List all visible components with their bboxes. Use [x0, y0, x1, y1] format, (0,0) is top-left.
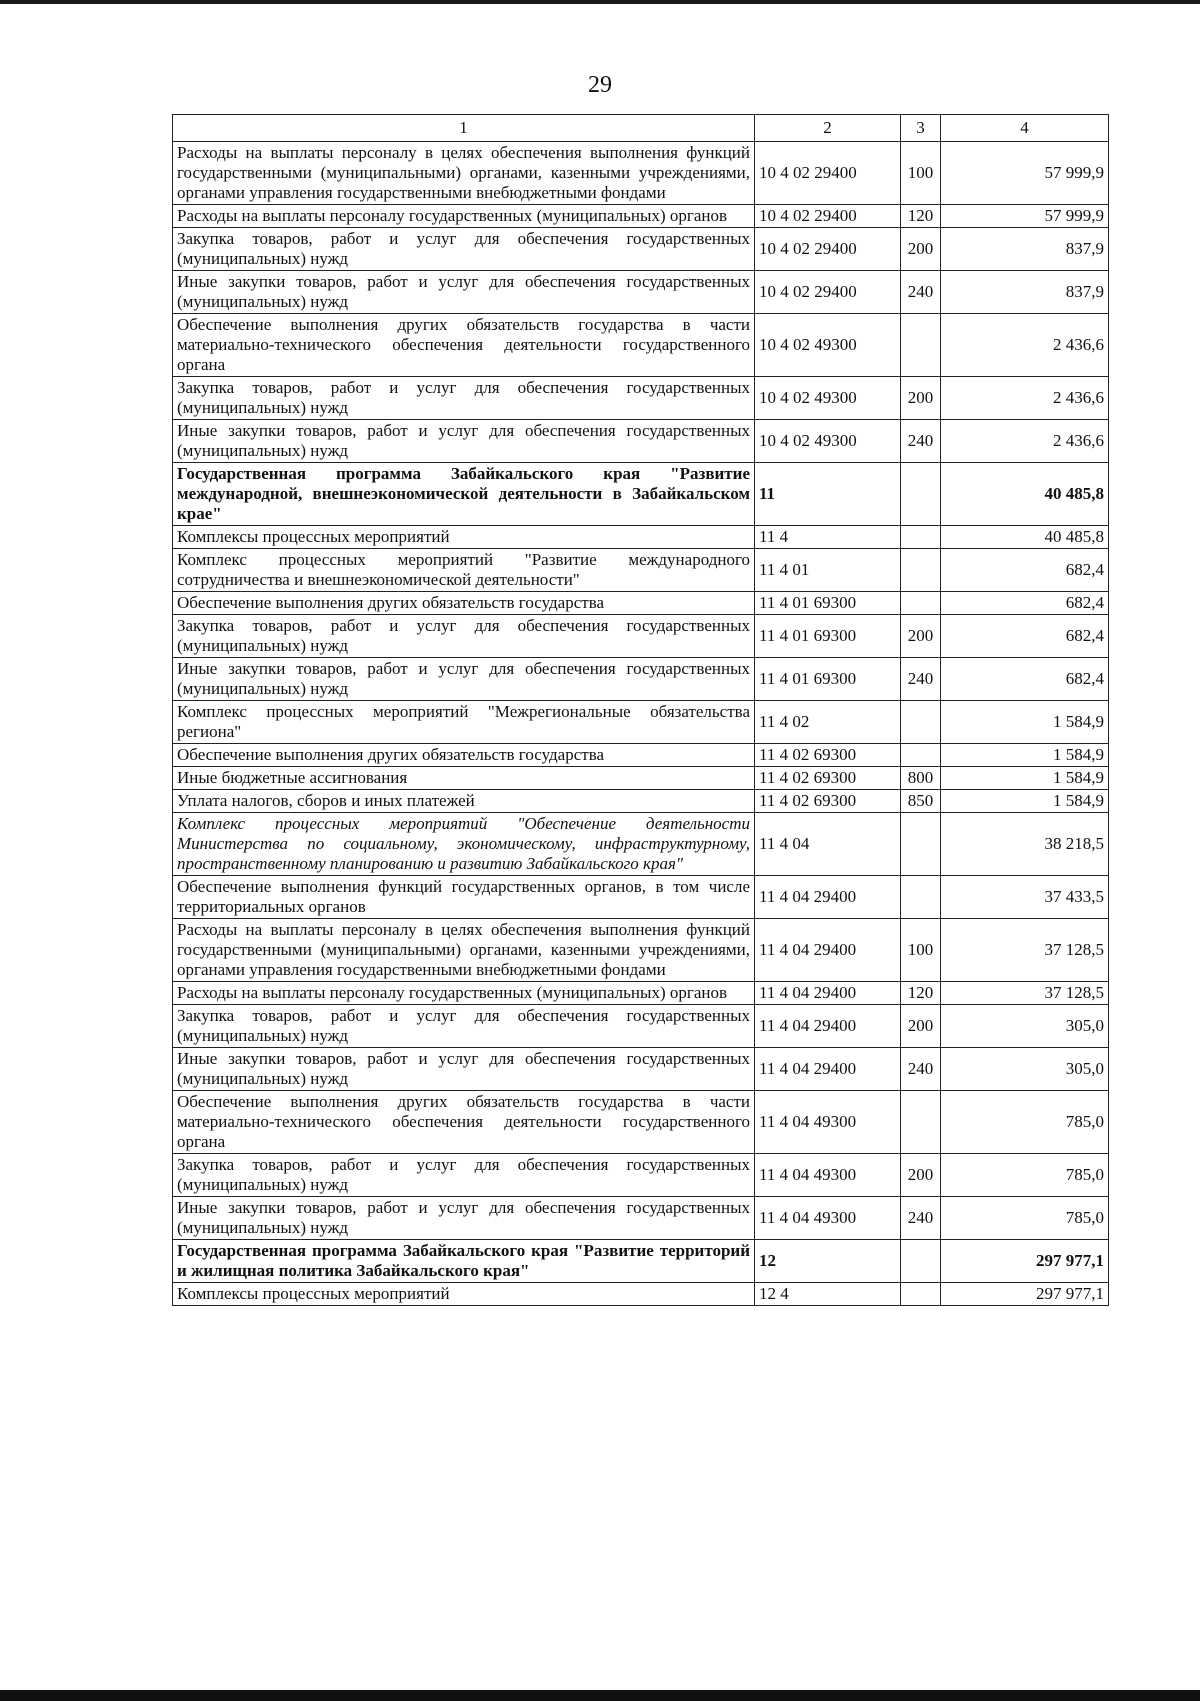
row-amount-cell: 785,0 [941, 1154, 1109, 1197]
row-code-cell: 11 4 01 69300 [755, 658, 901, 701]
row-amount-cell: 305,0 [941, 1048, 1109, 1091]
row-amount-cell: 2 436,6 [941, 314, 1109, 377]
row-amount-cell: 297 977,1 [941, 1240, 1109, 1283]
table-row [173, 1240, 1109, 1283]
table-row [173, 205, 1109, 228]
row-expense-type-cell: 100 [901, 919, 941, 982]
row-name-cell: Закупка товаров, работ и услуг для обеспечения государственных (муниципальных) нужд [173, 1154, 755, 1197]
row-name-cell: Комплексы процессных мероприятий [173, 526, 755, 549]
row-expense-type-cell: 200 [901, 615, 941, 658]
row-name-cell: Обеспечение выполнения других обязательств государства [173, 592, 755, 615]
row-name-cell: Обеспечение выполнения других обязательств государства [173, 744, 755, 767]
row-expense-type-cell: 200 [901, 1005, 941, 1048]
row-code-cell: 10 4 02 29400 [755, 205, 901, 228]
table-row [173, 271, 1109, 314]
table-row [173, 1091, 1109, 1154]
row-name-cell: Государственная программа Забайкальского края "Развитие международной, внешнеэкономической деятельности в Забайкальском крае" [173, 463, 755, 526]
row-expense-type-cell: 200 [901, 377, 941, 420]
row-expense-type-cell [901, 592, 941, 615]
row-name-cell: Комплекс процессных мероприятий "Обеспечение деятельности Министерства по социальному, экономическому, инфраструктурному, пространственному планированию и развитию Забайкальского края" [173, 813, 755, 876]
table-row [173, 1005, 1109, 1048]
header-row [173, 115, 1109, 142]
table-row [173, 919, 1109, 982]
row-expense-type-cell [901, 526, 941, 549]
row-amount-cell: 37 128,5 [941, 919, 1109, 982]
row-expense-type-cell: 100 [901, 142, 941, 205]
row-name-cell: Государственная программа Забайкальского края "Развитие территорий и жилищная политика Забайкальского края" [173, 1240, 755, 1283]
row-amount-cell: 1 584,9 [941, 790, 1109, 813]
table-header [173, 115, 1109, 142]
row-name-cell: Обеспечение выполнения других обязательств государства в части материально-технического обеспечения деятельности государственного органа [173, 1091, 755, 1154]
scan-edge-top [0, 0, 1200, 4]
row-expense-type-cell [901, 463, 941, 526]
row-name-cell: Иные бюджетные ассигнования [173, 767, 755, 790]
row-amount-cell: 40 485,8 [941, 526, 1109, 549]
row-amount-cell: 57 999,9 [941, 205, 1109, 228]
row-amount-cell: 785,0 [941, 1091, 1109, 1154]
table-row [173, 463, 1109, 526]
row-amount-cell: 2 436,6 [941, 377, 1109, 420]
row-amount-cell: 2 436,6 [941, 420, 1109, 463]
row-expense-type-cell: 200 [901, 1154, 941, 1197]
table-row [173, 813, 1109, 876]
row-name-cell: Расходы на выплаты персоналу в целях обеспечения выполнения функций государственными (муниципальными) органами, казенными учреждениями, органами управления государственными внебюджетными фондами [173, 919, 755, 982]
row-amount-cell: 38 218,5 [941, 813, 1109, 876]
row-expense-type-cell [901, 549, 941, 592]
row-amount-cell: 1 584,9 [941, 767, 1109, 790]
row-expense-type-cell: 240 [901, 658, 941, 701]
row-code-cell: 11 [755, 463, 901, 526]
table-row [173, 744, 1109, 767]
row-amount-cell: 785,0 [941, 1197, 1109, 1240]
row-expense-type-cell: 240 [901, 1197, 941, 1240]
row-expense-type-cell: 240 [901, 1048, 941, 1091]
page-number: 29 [588, 72, 612, 98]
column-header-4: 4 [941, 115, 1109, 142]
row-expense-type-cell [901, 1240, 941, 1283]
row-code-cell: 11 4 01 69300 [755, 592, 901, 615]
row-name-cell: Иные закупки товаров, работ и услуг для обеспечения государственных (муниципальных) нужд [173, 1048, 755, 1091]
row-code-cell: 11 4 02 69300 [755, 767, 901, 790]
row-amount-cell: 682,4 [941, 549, 1109, 592]
row-code-cell: 11 4 04 29400 [755, 919, 901, 982]
row-code-cell: 11 4 02 [755, 701, 901, 744]
row-expense-type-cell [901, 813, 941, 876]
row-name-cell: Иные закупки товаров, работ и услуг для обеспечения государственных (муниципальных) нужд [173, 658, 755, 701]
row-expense-type-cell [901, 876, 941, 919]
row-amount-cell: 682,4 [941, 615, 1109, 658]
row-code-cell: 12 [755, 1240, 901, 1283]
row-amount-cell: 682,4 [941, 592, 1109, 615]
row-name-cell: Уплата налогов, сборов и иных платежей [173, 790, 755, 813]
row-expense-type-cell: 240 [901, 420, 941, 463]
row-name-cell: Комплексы процессных мероприятий [173, 1283, 755, 1306]
budget-table [172, 114, 1109, 1306]
row-amount-cell: 837,9 [941, 228, 1109, 271]
row-name-cell: Закупка товаров, работ и услуг для обеспечения государственных (муниципальных) нужд [173, 377, 755, 420]
row-code-cell: 10 4 02 29400 [755, 271, 901, 314]
row-amount-cell: 297 977,1 [941, 1283, 1109, 1306]
row-code-cell: 11 4 04 29400 [755, 1048, 901, 1091]
row-name-cell: Обеспечение выполнения других обязательств государства в части материально-технического обеспечения деятельности государственного органа [173, 314, 755, 377]
column-header-1: 1 [173, 115, 755, 142]
row-expense-type-cell: 120 [901, 982, 941, 1005]
row-name-cell: Закупка товаров, работ и услуг для обеспечения государственных (муниципальных) нужд [173, 615, 755, 658]
table-row [173, 592, 1109, 615]
table-row [173, 526, 1109, 549]
column-header-2: 2 [755, 115, 901, 142]
row-expense-type-cell [901, 314, 941, 377]
row-code-cell: 11 4 01 [755, 549, 901, 592]
row-expense-type-cell: 200 [901, 228, 941, 271]
row-expense-type-cell: 850 [901, 790, 941, 813]
row-code-cell: 11 4 04 29400 [755, 982, 901, 1005]
row-amount-cell: 837,9 [941, 271, 1109, 314]
row-amount-cell: 305,0 [941, 1005, 1109, 1048]
table-row [173, 615, 1109, 658]
table-row [173, 658, 1109, 701]
row-name-cell: Расходы на выплаты персоналу государственных (муниципальных) органов [173, 205, 755, 228]
row-code-cell: 12 4 [755, 1283, 901, 1306]
row-name-cell: Иные закупки товаров, работ и услуг для обеспечения государственных (муниципальных) нужд [173, 1197, 755, 1240]
column-header-3: 3 [901, 115, 941, 142]
table-body [173, 142, 1109, 1306]
row-code-cell: 11 4 02 69300 [755, 744, 901, 767]
row-code-cell: 10 4 02 49300 [755, 377, 901, 420]
row-amount-cell: 1 584,9 [941, 701, 1109, 744]
row-code-cell: 11 4 01 69300 [755, 615, 901, 658]
table-row [173, 1283, 1109, 1306]
row-name-cell: Иные закупки товаров, работ и услуг для обеспечения государственных (муниципальных) нужд [173, 420, 755, 463]
table-row [173, 1048, 1109, 1091]
table-row [173, 790, 1109, 813]
row-code-cell: 11 4 04 49300 [755, 1091, 901, 1154]
row-code-cell: 10 4 02 49300 [755, 314, 901, 377]
row-code-cell: 11 4 04 29400 [755, 1005, 901, 1048]
row-code-cell: 11 4 04 49300 [755, 1154, 901, 1197]
table-row [173, 701, 1109, 744]
table-row [173, 228, 1109, 271]
row-name-cell: Закупка товаров, работ и услуг для обеспечения государственных (муниципальных) нужд [173, 1005, 755, 1048]
row-code-cell: 10 4 02 29400 [755, 142, 901, 205]
table-row [173, 377, 1109, 420]
row-expense-type-cell: 240 [901, 271, 941, 314]
table-row [173, 420, 1109, 463]
row-amount-cell: 37 128,5 [941, 982, 1109, 1005]
row-code-cell: 11 4 02 69300 [755, 790, 901, 813]
table-row [173, 142, 1109, 205]
row-name-cell: Расходы на выплаты персоналу в целях обеспечения выполнения функций государственными (муниципальными) органами, казенными учреждениями, органами управления государственными внебюджетными фондами [173, 142, 755, 205]
row-expense-type-cell [901, 1091, 941, 1154]
row-name-cell: Иные закупки товаров, работ и услуг для обеспечения государственных (муниципальных) нужд [173, 271, 755, 314]
table-row [173, 549, 1109, 592]
table-row [173, 982, 1109, 1005]
row-name-cell: Комплекс процессных мероприятий "Развитие международного сотрудничества и внешнеэкономической деятельности" [173, 549, 755, 592]
row-expense-type-cell: 120 [901, 205, 941, 228]
table-row [173, 767, 1109, 790]
row-expense-type-cell [901, 744, 941, 767]
table-row [173, 876, 1109, 919]
row-expense-type-cell: 800 [901, 767, 941, 790]
row-code-cell: 11 4 04 29400 [755, 876, 901, 919]
row-amount-cell: 1 584,9 [941, 744, 1109, 767]
row-name-cell: Расходы на выплаты персоналу государственных (муниципальных) органов [173, 982, 755, 1005]
row-amount-cell: 682,4 [941, 658, 1109, 701]
row-amount-cell: 40 485,8 [941, 463, 1109, 526]
row-code-cell: 10 4 02 49300 [755, 420, 901, 463]
row-expense-type-cell [901, 701, 941, 744]
row-name-cell: Закупка товаров, работ и услуг для обеспечения государственных (муниципальных) нужд [173, 228, 755, 271]
row-name-cell: Обеспечение выполнения функций государственных органов, в том числе территориальных органов [173, 876, 755, 919]
table-row [173, 314, 1109, 377]
table-row [173, 1154, 1109, 1197]
scan-edge-bottom [0, 1690, 1200, 1701]
row-code-cell: 10 4 02 29400 [755, 228, 901, 271]
row-code-cell: 11 4 04 49300 [755, 1197, 901, 1240]
table-row [173, 1197, 1109, 1240]
row-code-cell: 11 4 04 [755, 813, 901, 876]
row-amount-cell: 37 433,5 [941, 876, 1109, 919]
row-code-cell: 11 4 [755, 526, 901, 549]
row-expense-type-cell [901, 1283, 941, 1306]
row-name-cell: Комплекс процессных мероприятий "Межрегиональные обязательства региона" [173, 701, 755, 744]
row-amount-cell: 57 999,9 [941, 142, 1109, 205]
